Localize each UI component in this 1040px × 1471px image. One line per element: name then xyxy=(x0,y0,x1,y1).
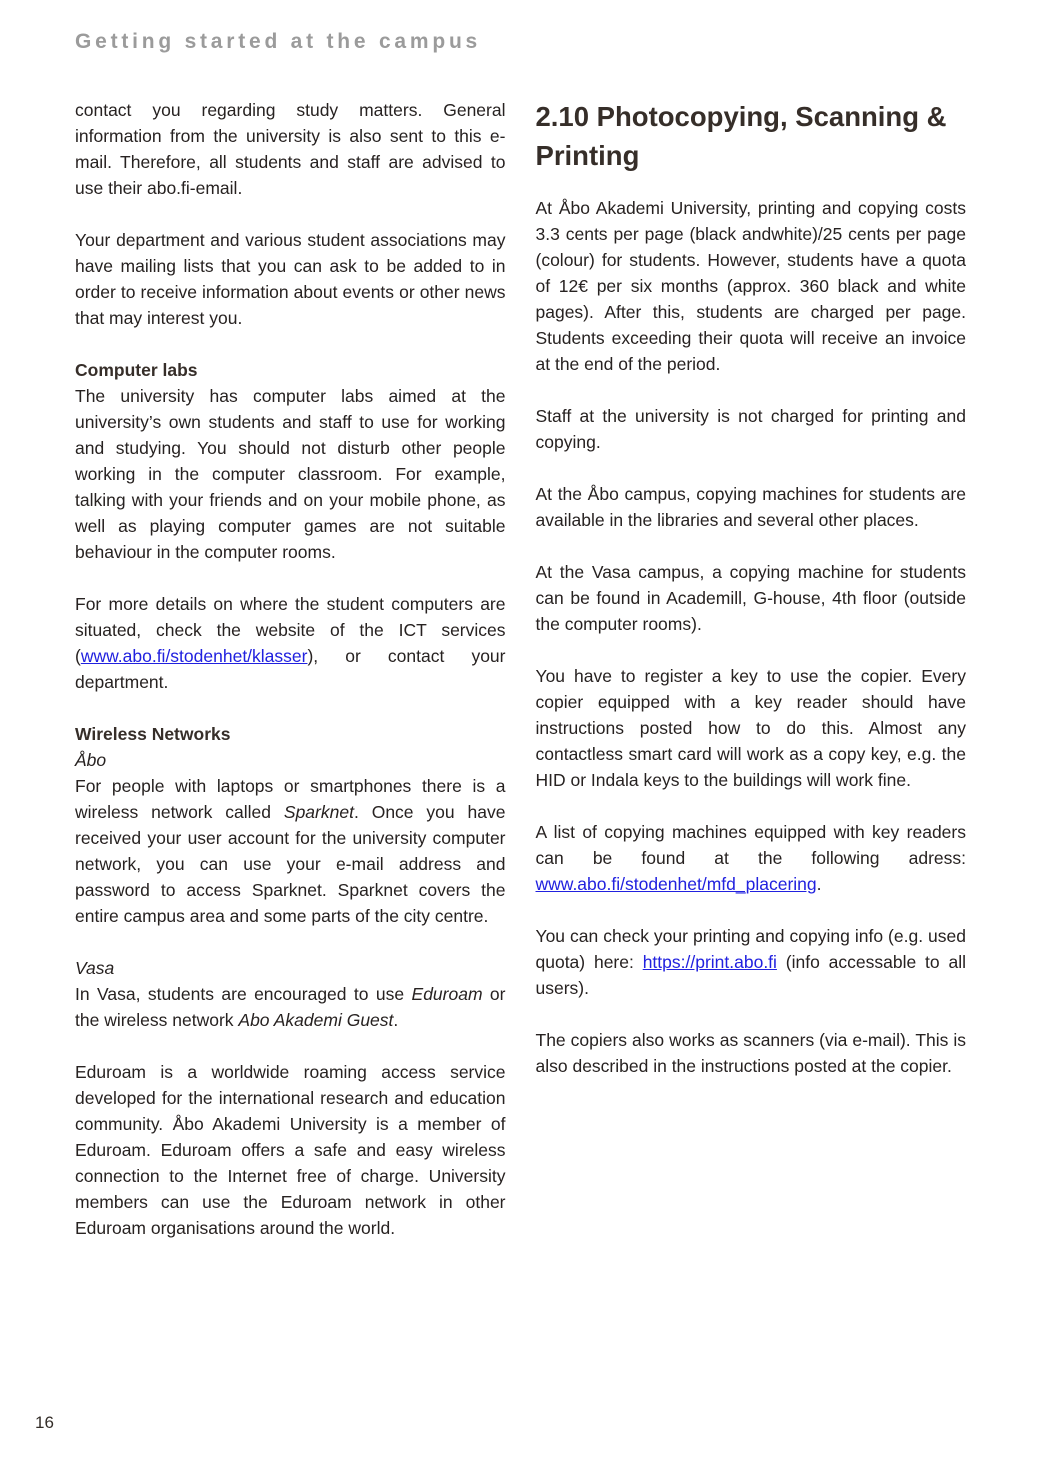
paragraph xyxy=(75,591,506,695)
paragraph xyxy=(75,97,506,201)
text-run: . Once you have received your user account for the university computer network, you can use your e-mail address and password to access Sparknet. Sparknet covers the entire campus area and some parts of the city centre. xyxy=(75,802,506,926)
paragraph xyxy=(536,481,967,533)
section-heading: 2.10 Photocopying, Scanning & Printing xyxy=(535,101,947,171)
left-column xyxy=(75,97,506,1267)
paragraph xyxy=(75,227,506,331)
paragraph xyxy=(536,663,967,793)
text-run: Eduroam is a worldwide roaming access service developed for the international research and education community. Åbo Akademi University is a member of Eduroam. Eduroam offers a safe and easy wireless connection to the Internet free of charge. University members can use the Eduroam network in other Eduroam organisations around the world. xyxy=(75,1062,506,1238)
text-run: Staff at the university is not charged for printing and copying. xyxy=(535,406,966,452)
text-run: At the Åbo campus, copying machines for students are available in the libraries and several other places. xyxy=(535,484,966,530)
running-header: Getting started at the campus xyxy=(75,30,482,53)
text-run: For people with laptops or smartphones there is a wireless network called xyxy=(75,776,506,822)
right-column xyxy=(536,97,967,1267)
text-run: In Vasa, students are encouraged to use xyxy=(75,984,412,1004)
text-run: You can check your printing and copying info (e.g. used quota) here: xyxy=(535,926,966,972)
hyperlink[interactable]: https://print.abo.fi xyxy=(642,952,777,972)
text-run: You have to register a key to use the copier. Every copier equipped with a key reader should have instructions posted how to do this. Almost any contactless smart card will work as a copy key, e.g. the HID or Indala keys to the buildings will work fine. xyxy=(535,666,966,790)
two-column-layout xyxy=(75,97,966,1267)
text-run: Your department and various student associations may have mailing lists that you can ask to be added to in order to receive information about events or other news that may interest you. xyxy=(75,230,506,328)
text-run: . xyxy=(816,874,822,894)
text-run: A list of copying machines equipped with key readers can be found at the following adress: xyxy=(535,822,966,868)
text-run: The university has computer labs aimed at the university’s own students and staff to use for working and studying. You should not disturb other people working in the computer classroom. For example, talking with your friends and on your mobile phone, as well as playing computer games are not suitable behaviour in the computer rooms. xyxy=(75,386,506,562)
paragraph xyxy=(536,559,967,637)
italic-text: Abo Akademi Guest xyxy=(238,1010,394,1030)
text-run: . xyxy=(393,1010,399,1030)
page-number: 16 xyxy=(35,1413,54,1432)
italic-subheading: Åbo xyxy=(75,750,107,770)
text-run: The copiers also works as scanners (via e-mail). This is also described in the instructions posted at the copier. xyxy=(535,1030,966,1076)
paragraph xyxy=(75,383,506,565)
text-run: At the Vasa campus, a copying machine for students can be found in Academill, G-house, 4th floor (outside the computer rooms). xyxy=(535,562,966,634)
paragraph xyxy=(536,819,967,897)
italic-text: Eduroam xyxy=(411,984,483,1004)
paragraph xyxy=(536,403,967,455)
text-run: For more details on where the student computers are situated, check the website of the ICT services ( xyxy=(75,594,506,666)
text-run: (info accessable to all users). xyxy=(535,952,966,998)
paragraph xyxy=(536,923,967,1001)
text-run: At Åbo Akademi University, printing and copying costs 3.3 cents per page (black andwhite)/25 cents per page (colour) for students. However, students have a quota of 12€ per six months (approx. 360 black and white pages). After this, students are charged per page. Students exceeding their quota will receive an invoice at the end of the period. xyxy=(535,198,966,374)
paragraph xyxy=(536,195,967,377)
italic-text: Sparknet xyxy=(283,802,354,822)
hyperlink[interactable]: www.abo.fi/stodenhet/mfd_placering xyxy=(535,874,817,894)
italic-subheading: Vasa xyxy=(75,958,115,978)
text-run: or the wireless network xyxy=(75,984,506,1030)
text-run: ), or contact your department. xyxy=(75,646,506,692)
hyperlink[interactable]: www.abo.fi/stodenhet/klasser xyxy=(80,646,308,666)
text-run: contact you regarding study matters. General information from the university is also sent to this e-mail. Therefore, all students and staff are advised to use their abo.fi-email. xyxy=(75,100,506,198)
paragraph xyxy=(536,1027,967,1079)
paragraph xyxy=(75,981,506,1033)
paragraph xyxy=(75,1059,506,1241)
paragraph xyxy=(75,773,506,929)
subsection-heading: Wireless Networks xyxy=(75,724,231,744)
subsection-heading: Computer labs xyxy=(75,360,198,380)
